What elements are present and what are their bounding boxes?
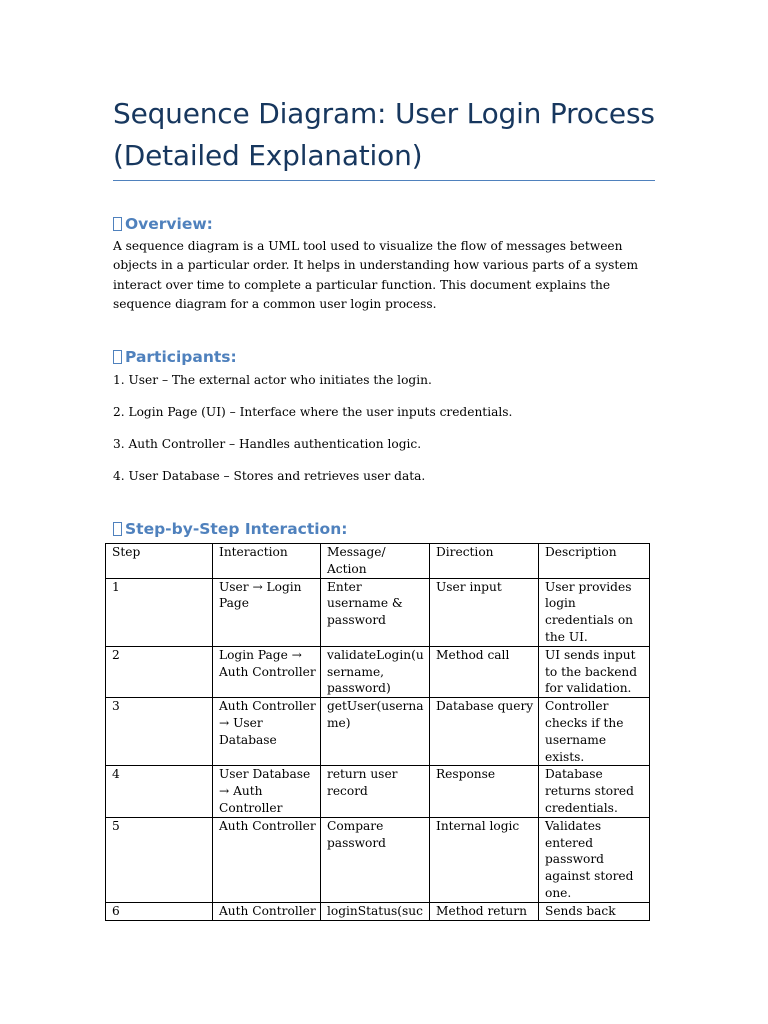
cell-interaction: User → Login Page — [213, 578, 321, 646]
cell-step: 3 — [106, 698, 213, 766]
cell-description: Database returns stored credentials. — [539, 766, 650, 817]
column-header-interaction: Interaction — [213, 544, 321, 579]
cell-interaction: Auth Controller — [213, 902, 321, 920]
cell-message-action: loginStatus(suc — [321, 902, 430, 920]
cell-step: 2 — [106, 646, 213, 697]
table-row — [106, 766, 650, 817]
table-row — [106, 902, 650, 920]
cell-message-action: validateLogin(username, password) — [321, 646, 430, 697]
cell-message-action: Enter username & password — [321, 578, 430, 646]
table-header-row — [106, 544, 650, 579]
column-header-step: Step — [106, 544, 213, 579]
unrendered-glyph-icon — [113, 350, 122, 364]
cell-message-action: Compare password — [321, 817, 430, 902]
column-header-message-action: Message/ Action — [321, 544, 430, 579]
cell-description: Sends back — [539, 902, 650, 920]
table-row — [106, 698, 650, 766]
cell-interaction: Login Page → Auth Controller — [213, 646, 321, 697]
table-row — [106, 817, 650, 902]
table-row — [106, 646, 650, 697]
cell-message-action: return user record — [321, 766, 430, 817]
unrendered-glyph-icon — [113, 217, 122, 231]
steps-table — [105, 543, 650, 921]
steps-heading — [113, 519, 347, 539]
participant-item: 2. Login Page (UI) – Interface where the user inputs credentials. — [113, 405, 513, 419]
cell-direction: Response — [430, 766, 539, 817]
cell-direction: User input — [430, 578, 539, 646]
cell-step: 6 — [106, 902, 213, 920]
cell-step: 1 — [106, 578, 213, 646]
cell-description: Controller checks if the username exists. — [539, 698, 650, 766]
participant-item: 3. Auth Controller – Handles authentication logic. — [113, 437, 422, 451]
overview-paragraph: A sequence diagram is a UML tool used to visualize the flow of messages between objects in a particular order. It helps in understanding how various parts of a system interact over time to complete a particular function. This document explains the sequence diagram for a common user login process. — [113, 239, 639, 311]
cell-step: 4 — [106, 766, 213, 817]
cell-description: UI sends input to the backend for validation. — [539, 646, 650, 697]
cell-description: User provides login credentials on the UI. — [539, 578, 650, 646]
cell-step: 5 — [106, 817, 213, 902]
unrendered-glyph-icon — [113, 522, 122, 536]
cell-interaction: Auth Controller — [213, 817, 321, 902]
participants-heading-text: Participants: — [125, 348, 237, 366]
cell-direction: Method call — [430, 646, 539, 697]
participant-item: 1. User – The external actor who initiates the login. — [113, 373, 432, 387]
cell-direction: Method return — [430, 902, 539, 920]
cell-direction: Database query — [430, 698, 539, 766]
participants-heading — [113, 347, 237, 367]
table-row — [106, 578, 650, 646]
title-underline — [113, 180, 655, 181]
cell-description: Validates entered password against stored one. — [539, 817, 650, 902]
column-header-direction: Direction — [430, 544, 539, 579]
document-title: Sequence Diagram: User Login Process (Detailed Explanation) — [113, 97, 655, 172]
cell-message-action: getUser(username) — [321, 698, 430, 766]
cell-interaction: Auth Controller → User Database — [213, 698, 321, 766]
overview-heading-text: Overview: — [125, 215, 213, 233]
cell-direction: Internal logic — [430, 817, 539, 902]
participant-item: 4. User Database – Stores and retrieves user data. — [113, 469, 426, 483]
column-header-description: Description — [539, 544, 650, 579]
steps-heading-text: Step-by-Step Interaction: — [125, 520, 348, 538]
overview-heading — [113, 214, 213, 234]
cell-interaction: User Database → Auth Controller — [213, 766, 321, 817]
